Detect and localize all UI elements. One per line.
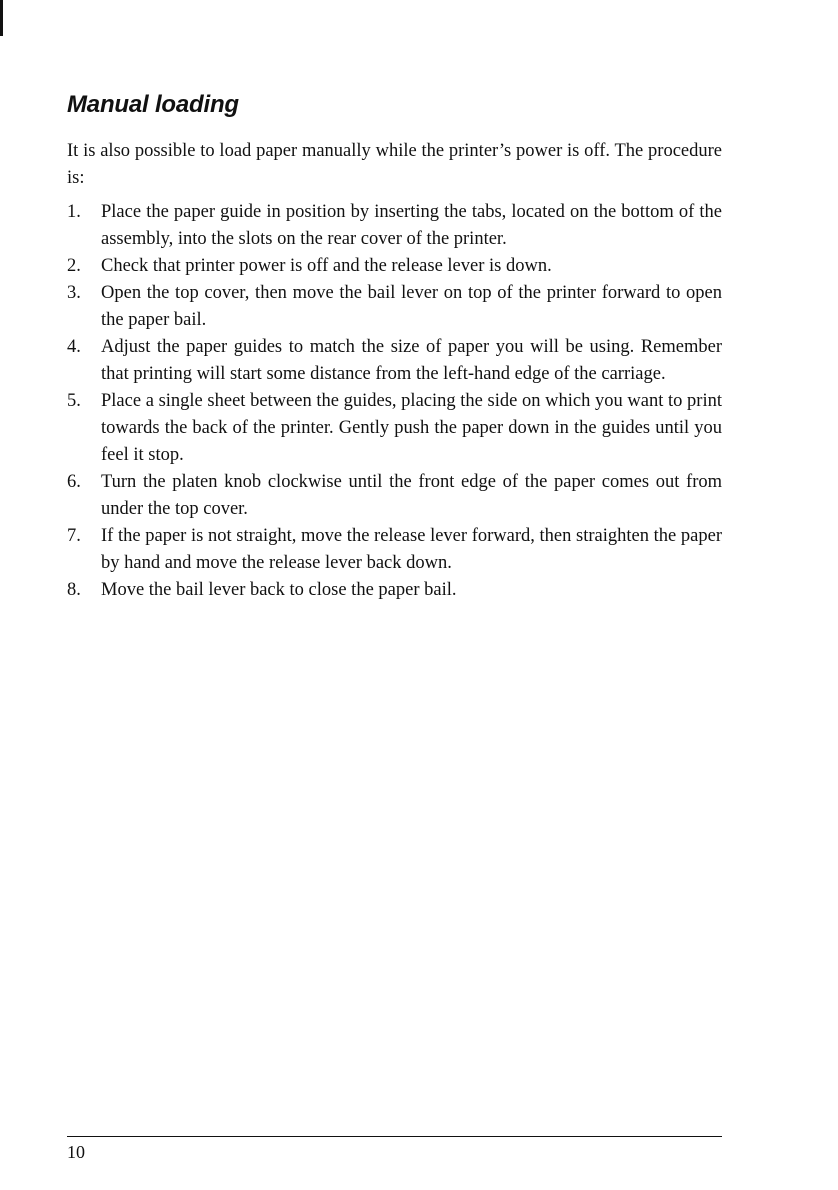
step-number: 1. xyxy=(67,202,81,222)
step-number: 3. xyxy=(67,283,81,303)
step-item xyxy=(67,523,722,577)
step-text: Place the paper guide in position by inserting the tabs, located on the bottom of the assembly, into the slots on the rear cover of the printer. xyxy=(101,202,722,249)
step-number: 7. xyxy=(67,526,81,546)
step-number: 6. xyxy=(67,472,81,492)
footer-divider xyxy=(67,1136,722,1137)
step-item xyxy=(67,577,722,604)
step-text: If the paper is not straight, move the release lever forward, then straighten the paper by hand and move the release lever back down. xyxy=(101,526,722,573)
step-item xyxy=(67,253,722,280)
procedure-steps-list xyxy=(67,199,722,604)
step-text: Adjust the paper guides to match the size of paper you will be using. Remember that printing will start some distance from the left-hand edge of the carriage. xyxy=(101,337,722,384)
step-item xyxy=(67,469,722,523)
step-item xyxy=(67,388,722,469)
step-item xyxy=(67,280,722,334)
step-text: Place a single sheet between the guides, placing the side on which you want to print towards the back of the printer. Gently push the paper down in the guides until you feel it stop. xyxy=(101,391,722,465)
step-item xyxy=(67,334,722,388)
step-number: 2. xyxy=(67,256,81,276)
scan-edge-mark xyxy=(0,0,3,36)
step-item xyxy=(67,199,722,253)
step-text: Check that printer power is off and the release lever is down. xyxy=(101,256,552,276)
step-number: 5. xyxy=(67,391,81,411)
step-text: Open the top cover, then move the bail lever on top of the printer forward to open the paper bail. xyxy=(101,283,722,330)
section-heading: Manual loading xyxy=(67,91,239,118)
step-number: 8. xyxy=(67,580,81,600)
step-number: 4. xyxy=(67,337,81,357)
intro-paragraph: It is also possible to load paper manually while the printer’s power is off. The procedure is: xyxy=(67,141,722,188)
step-text: Move the bail lever back to close the paper bail. xyxy=(101,580,457,600)
page-number: 10 xyxy=(67,1142,85,1162)
step-text: Turn the platen knob clockwise until the front edge of the paper comes out from under the top cover. xyxy=(101,472,722,519)
